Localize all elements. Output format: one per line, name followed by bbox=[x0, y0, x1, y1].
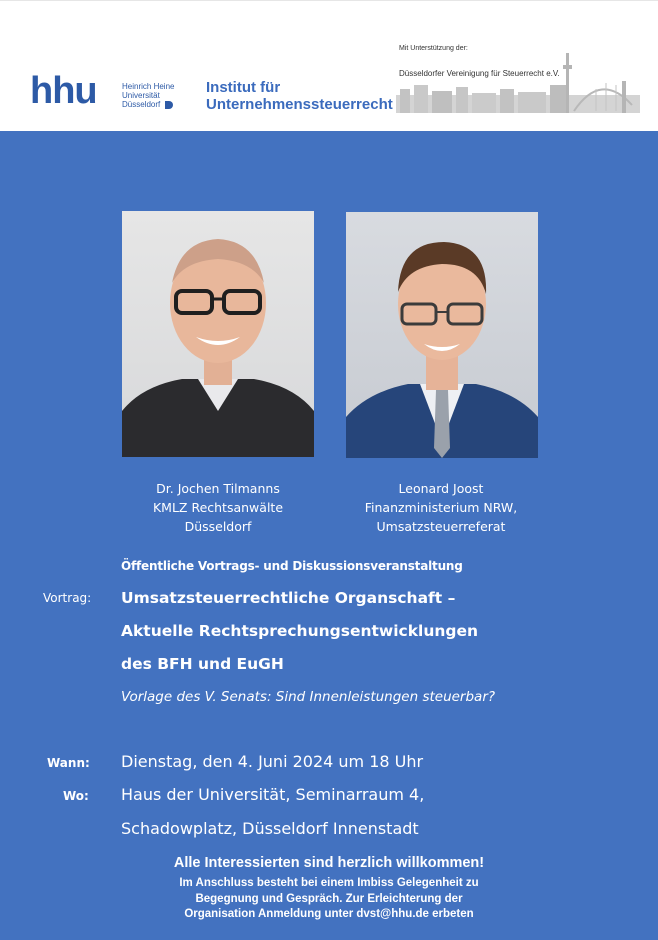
welcome-headline: Alle Interessierten sind herzlich willkommen! bbox=[173, 855, 485, 871]
talk-title-line-3: des BFH und EuGH bbox=[121, 655, 284, 673]
wann-label: Wann: bbox=[47, 756, 90, 770]
hhu-mark-icon bbox=[165, 101, 173, 109]
speaker-department: Umsatzsteuerreferat bbox=[376, 519, 506, 534]
event-location-line-2: Schadowplatz, Düsseldorf Innenstadt bbox=[121, 819, 419, 838]
institut-name bbox=[206, 79, 393, 113]
hhu-subline: Heinrich Heine Universität Düsseldorf bbox=[122, 82, 175, 109]
institut-line-2: Unternehmenssteuerrecht bbox=[206, 96, 393, 113]
speaker-caption-joost bbox=[340, 479, 542, 536]
talk-title-line-2: Aktuelle Rechtsprechungsentwicklungen bbox=[121, 622, 479, 640]
institut-line-1: Institut für bbox=[206, 79, 281, 96]
event-date: Dienstag, den 4. Juni 2024 um 18 Uhr bbox=[121, 752, 424, 771]
footer-line-3: Organisation Anmeldung unter dvst@hhu.de erbeten bbox=[184, 908, 474, 920]
speaker-name: Leonard Joost bbox=[398, 481, 484, 496]
speaker-affiliation: Finanzministerium NRW, bbox=[364, 500, 518, 515]
footer-line-1: Im Anschluss besteht bei einem Imbiss Gelegenheit zu bbox=[179, 877, 479, 889]
header bbox=[0, 0, 658, 132]
talk-subtitle: Vorlage des V. Senats: Sind Innenleistungen steuerbar? bbox=[121, 689, 496, 705]
support-label: Mit Unterstützung der: bbox=[399, 45, 468, 52]
event-type: Öffentliche Vortrags- und Diskussionsveranstaltung bbox=[121, 559, 463, 573]
support-logo bbox=[396, 45, 640, 117]
speaker-affiliation: KMLZ Rechtsanwälte bbox=[152, 500, 284, 515]
hhu-logo-text: hhu bbox=[30, 70, 97, 112]
support-organization: Düsseldorfer Vereinigung für Steuerrecht e.V. bbox=[399, 69, 560, 78]
speaker-photo-tilmanns bbox=[122, 211, 314, 457]
speaker-name: Dr. Jochen Tilmanns bbox=[156, 481, 280, 496]
speaker-caption-tilmanns bbox=[118, 479, 318, 536]
vortrag-label: Vortrag: bbox=[43, 591, 92, 605]
talk-title-line-1: Umsatzsteuerrechtliche Organschaft – bbox=[121, 589, 456, 607]
speaker-location: Düsseldorf bbox=[184, 519, 252, 534]
event-location-line-1: Haus der Universität, Seminarraum 4, bbox=[121, 785, 425, 804]
wo-label: Wo: bbox=[63, 789, 89, 803]
footer-line-2: Begegnung und Gespräch. Zur Erleichterung der bbox=[195, 893, 463, 905]
speaker-photo-joost bbox=[346, 212, 538, 458]
duesseldorf-skyline-icon bbox=[396, 45, 640, 117]
